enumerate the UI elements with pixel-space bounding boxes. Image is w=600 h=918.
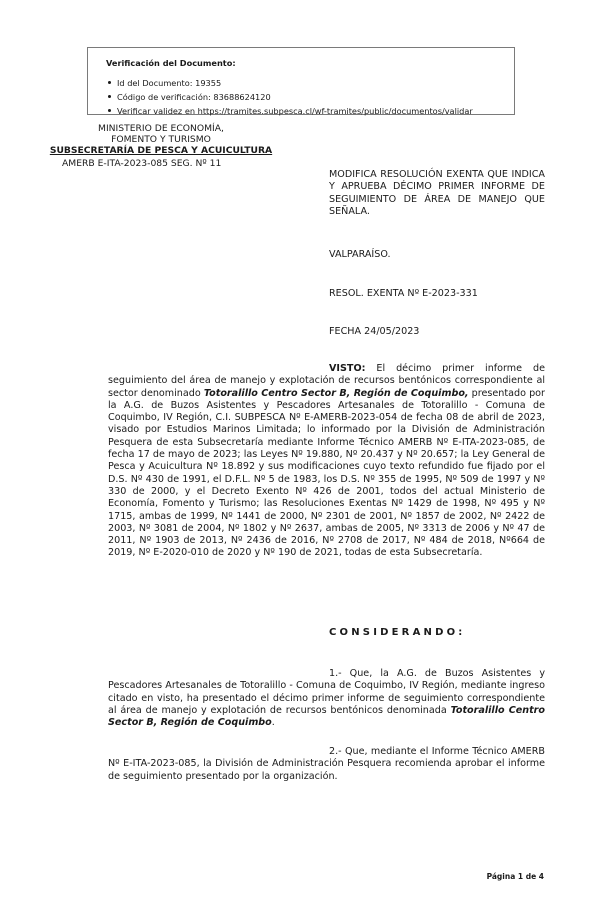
ministry-line1: MINISTERIO DE ECONOMÍA, [98, 123, 224, 134]
visto-text-1: El décimo primer informe de seguimiento del área de manejo y explotación de recursos bentónicos correspondiente al sector denominado [108, 363, 545, 399]
verification-box [87, 47, 515, 115]
verification-code: Código de verificación: 83688624120 [117, 90, 514, 104]
city: VALPARAÍSO. [329, 249, 391, 260]
resolution-number: RESOL. EXENTA Nº E-2023-331 [329, 288, 478, 299]
visto-text-2: presentado por la A.G. de Buzos Asistentes y Pescadores Artesanales de Totoralillo - Comuna de Coquimbo, IV Región, C.I. SUBPESCA Nº E-AMERB-2023-054 de fecha 08 de abril de 2023, visado por Estudios Marinos Limitada; lo informado por la División de Administración Pesquera de esta Subsecretaría mediante Informe Técnico AMERB Nº E-ITA-2023-085, de fecha 17 de mayo de 2023; las Leyes Nº 19.880, Nº 20.437 y Nº 20.657; la Ley General de Pesca y Acuicultura Nº 18.892 y sus modificaciones cuyo texto refundido fue fijado por el D.S. Nº 430 de 1991, el D.F.L. Nº 5 de 1983, los D.S. Nº 355 de 1995, Nº 509 de 1997 y Nº 330 de 2000, y el Decreto Exento Nº 426 de 2001, todos del actual Ministerio de Economía, Fomento y Turismo; las Resoluciones Exentas Nº 1429 de 1998, Nº 495 y Nº 1715, ambas de 1999, Nº 1441 de 2000, Nº 2301 de 2001, Nº 1857 de 2002, Nº 2422 de 2003, Nº 3081 de 2004, Nº 1802 y Nº 2637, ambas de 2005, Nº 3313 de 2006 y Nº 47 de 2011, Nº 1903 de 2013, Nº 2436 de 2016, Nº 2708 de 2017, Nº 484 de 2018, Nº664 de 2019, Nº E-2020-010 de 2020 y Nº 190 de 2021, todas de esta Subsecretaría. [108, 387, 545, 559]
visto-label: VISTO: [329, 363, 366, 374]
considerando-1-text: 1.- Que, la A.G. de Buzos Asistentes y Pescadores Artesanales de Totoralillo - Comuna de Coquimbo, IV Región, mediante ingreso citado en visto, ha presentado el décimo primer informe de seguimiento correspondiente al área de manejo y explotación de recursos bentónicos denominada [108, 668, 545, 716]
considerando-1-end: . [271, 717, 275, 729]
considerando-1-sector: Totoralillo Centro Sector B, Región de Coquimbo [108, 704, 546, 729]
page-number: Página 1 de 4 [486, 872, 544, 881]
visto-paragraph [108, 363, 545, 560]
visto-sector: Totoralillo Centro Sector B, Región de Coquimbo, [203, 387, 469, 399]
resolution-date: FECHA 24/05/2023 [329, 326, 420, 337]
considerando-1 [108, 668, 545, 729]
subsecretaria-name: SUBSECRETARÍA DE PESCA Y ACUICULTURA [49, 145, 273, 157]
verification-list [106, 76, 514, 118]
ministry-line2: FOMENTO Y TURISMO [111, 134, 211, 146]
reference-number: AMERB E-ITA-2023-085 SEG. Nº 11 [62, 158, 222, 169]
considerando-heading: CONSIDERANDO: [329, 627, 466, 638]
resolution-subject: MODIFICA RESOLUCIÓN EXENTA QUE INDICA Y APRUEBA DÉCIMO PRIMER INFORME DE SEGUIMIENTO DE ÁREA DE MANEJO QUE SEÑALA. [329, 169, 545, 218]
verification-title: Verificación del Documento: [106, 58, 236, 68]
ministry-header [36, 123, 286, 157]
verification-url[interactable]: Verificar validez en https://tramites.subpesca.cl/wf-tramites/public/documentos/validar [117, 104, 514, 118]
document-id: Id del Documento: 19355 [117, 76, 514, 90]
considerando-2: 2.- Que, mediante el Informe Técnico AMERB Nº E-ITA-2023-085, la División de Administración Pesquera recomienda aprobar el informe de seguimiento presentado por la organización. [108, 746, 545, 782]
